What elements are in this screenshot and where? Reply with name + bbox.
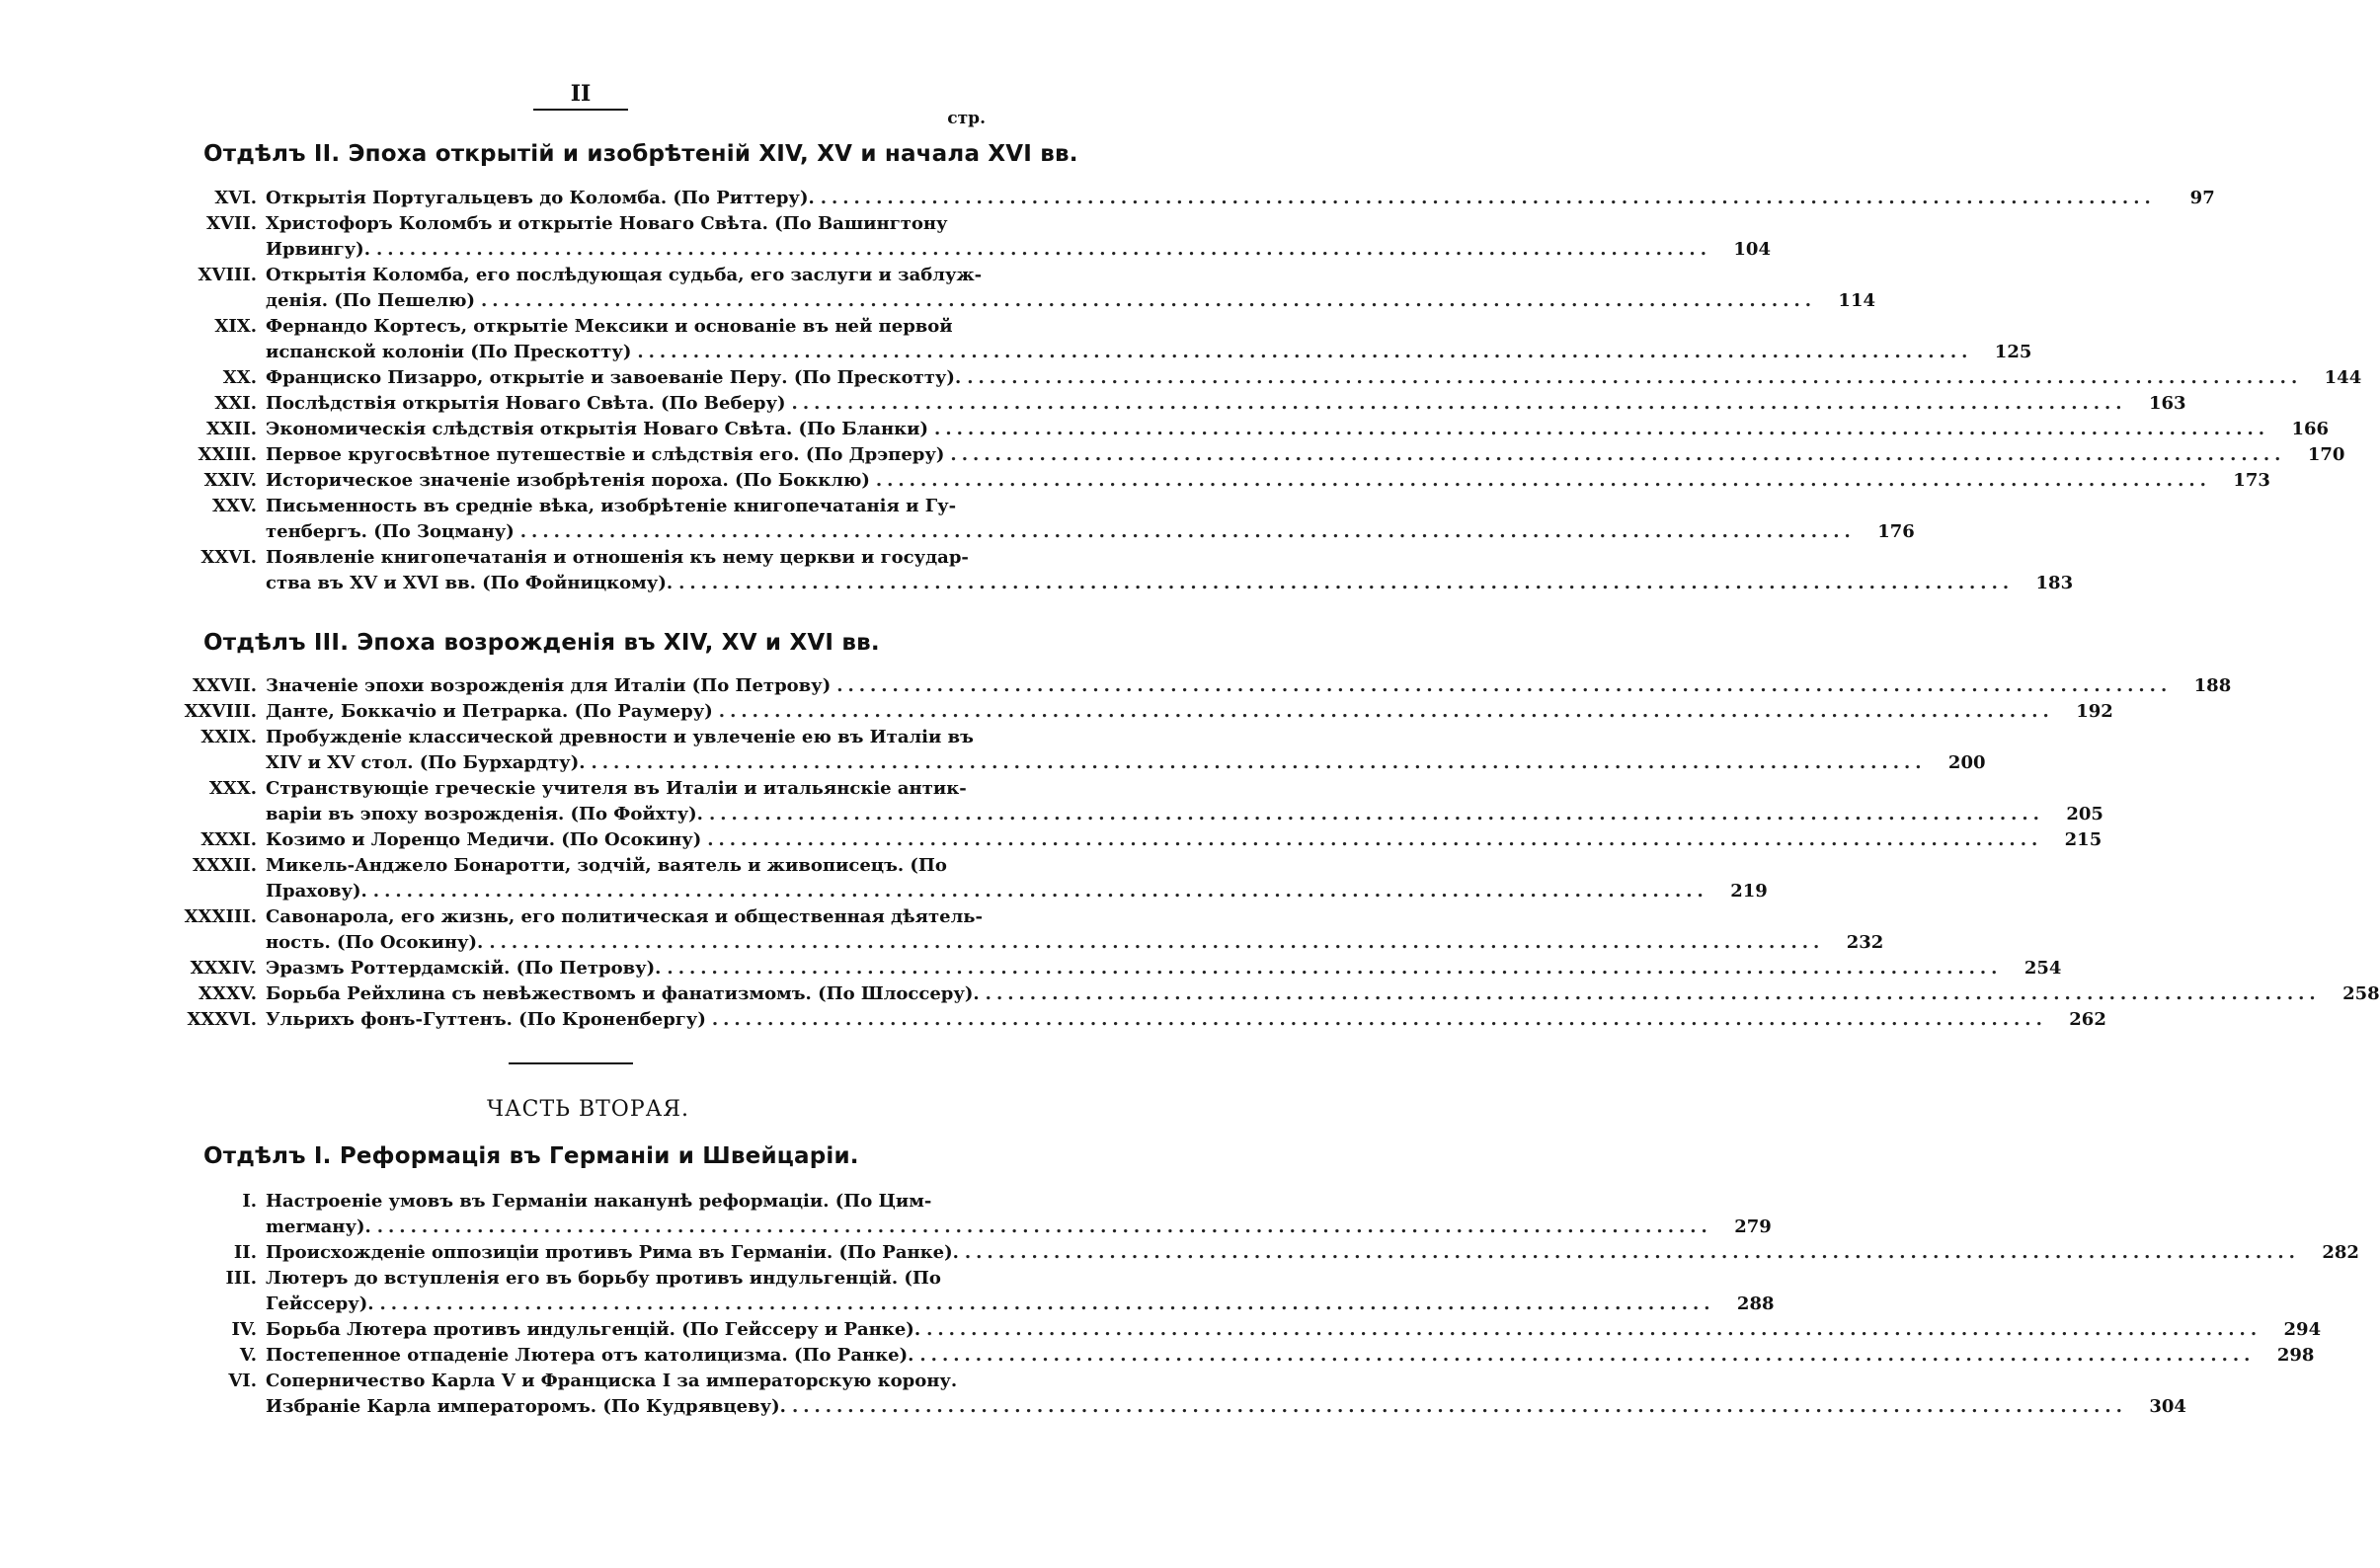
page-reference: 144 — [2324, 367, 2362, 388]
toc-entry — [158, 314, 2032, 365]
section-title: Отдѣлъ II. Эпоха открытій и изобрѣтеній XIV, XV и начала XVI вв. — [203, 141, 1078, 167]
dot-leader: ........................................................................................................................ — [379, 1294, 1715, 1314]
chapter-title: Значеніе эпохи возрожденія для Италіи (По Петрову) — [266, 675, 832, 696]
chapter-number: XXVI. — [200, 547, 257, 568]
chapter-title: Прахову). — [266, 881, 367, 902]
dot-leader: ........................................................................................................................ — [967, 367, 2303, 388]
chapter-number: II. — [233, 1242, 257, 1263]
page-reference: 183 — [2035, 573, 2074, 593]
dot-leader: ........................................................................................................................ — [791, 393, 2127, 414]
chapter-title: Появленіе книгопечатанія и отношенія къ нему церкви и государ- — [266, 547, 969, 568]
chapter-title: испанской колоніи (По Прескотту) — [266, 342, 632, 362]
chapter-number: XXXVI. — [187, 1009, 257, 1030]
toc-entry-line — [158, 391, 2186, 417]
chapter-title: Открытія Коломба, его послѣдующая судьба, его заслуги и заблуж- — [266, 265, 983, 285]
toc-entry-line — [158, 1189, 986, 1215]
toc-entry-line — [158, 494, 986, 519]
page-reference — [974, 725, 1033, 750]
page-reference: 282 — [2322, 1242, 2359, 1263]
chapter-title: Историческое значеніе изобрѣтенія пороха. (По Бокклю) — [266, 470, 870, 491]
toc-entry-line — [158, 417, 2330, 442]
chapter-number: III. — [225, 1268, 257, 1289]
chapter-number: VI. — [228, 1371, 257, 1391]
toc-entry-line — [158, 956, 2062, 981]
dot-leader: ........................................................................................................................ — [820, 188, 2156, 208]
toc-entry — [158, 827, 2102, 853]
chapter-title: Избраніе Карла императоромъ. (По Кудрявцеву). — [266, 1396, 786, 1417]
page-reference: 304 — [2149, 1396, 2186, 1417]
page-reference: 200 — [1947, 752, 1986, 773]
toc-entry-line — [158, 263, 986, 288]
toc-entry — [158, 1343, 2315, 1369]
chapter-title: Козимо и Лоренцо Медичи. (По Осокину) — [266, 829, 702, 850]
dot-leader: ........................................................................................................................ — [707, 829, 2043, 850]
dot-leader: ........................................................................................................................ — [964, 1242, 2300, 1263]
chapter-number: XXI. — [214, 393, 257, 414]
toc-entry-line — [158, 288, 1875, 314]
toc-entry-line — [158, 802, 2103, 827]
toc-entry-line — [158, 776, 986, 802]
chapter-number: IV. — [231, 1319, 257, 1340]
chapter-title: Христофоръ Коломбъ и открытіе Новаго Свѣта. (По Вашингтону — [266, 213, 948, 234]
page-reference — [931, 1189, 991, 1215]
page-reference: 258 — [2342, 983, 2380, 1004]
chapter-title: Письменность въ средніе вѣка, изобрѣтеніе книгопечатанія и Гу- — [266, 496, 957, 516]
dot-leader: ........................................................................................................................ — [950, 444, 2286, 465]
page-reference: 294 — [2283, 1319, 2322, 1340]
page-column-label: стр. — [947, 109, 986, 128]
toc-entry — [158, 545, 2074, 596]
dot-leader: ........................................................................................................................ — [519, 521, 1856, 542]
page-reference: 205 — [2066, 804, 2103, 824]
chapter-title: Ульрихъ фонъ-Гуттенъ. (По Кроненбергу) — [266, 1009, 706, 1030]
chapter-title: Настроеніе умовъ въ Германіи наканунѣ реформаціи. (По Цим- — [266, 1191, 932, 1212]
dot-leader: ........................................................................................................................ — [678, 573, 2015, 593]
toc-entry-line — [158, 314, 986, 340]
toc-entry-line — [158, 827, 2102, 853]
chapter-title: Открытія Португальцевъ до Коломба. (По Риттеру). — [266, 188, 815, 208]
page-reference: 104 — [1733, 239, 1771, 260]
page-reference — [941, 1266, 1000, 1292]
page-reference — [956, 494, 1015, 519]
chapter-title: Постепенное отпаденіе Лютера отъ католицизма. (По Ранке). — [266, 1345, 914, 1366]
chapter-number: XXVII. — [192, 675, 257, 696]
page-reference: 288 — [1736, 1294, 1775, 1314]
toc-entry — [158, 1007, 2106, 1033]
toc-entry — [158, 417, 2330, 442]
page-reference — [967, 776, 1026, 802]
toc-entry — [158, 1369, 2186, 1420]
toc-entry-line — [158, 442, 2345, 468]
dot-leader: ........................................................................................................................ — [718, 701, 2054, 722]
dot-leader: ........................................................................................................................ — [711, 1009, 2047, 1030]
dot-leader: ........................................................................................................................ — [708, 804, 2044, 824]
page-reference: 298 — [2276, 1345, 2315, 1366]
chapter-number: XXXIII. — [184, 906, 257, 927]
toc-entry — [158, 211, 1771, 263]
dot-leader: ........................................................................................................................ — [481, 290, 1816, 311]
toc-entry-line — [158, 879, 1768, 904]
toc-entry-line — [158, 1394, 2186, 1420]
toc-entry-line — [158, 1292, 1775, 1317]
toc-entry-line — [158, 519, 1915, 545]
toc-entry-line — [158, 1266, 986, 1292]
page-reference: 166 — [2291, 419, 2330, 439]
chapter-number: XXXI. — [200, 829, 257, 850]
dot-leader: ........................................................................................................................ — [667, 958, 2003, 979]
page-reference: 262 — [2069, 1009, 2106, 1030]
toc-entry-line — [158, 1317, 2322, 1343]
toc-entry-line — [158, 468, 2270, 494]
dot-leader: ........................................................................................................................ — [376, 1216, 1712, 1237]
toc-entry-line — [158, 930, 1884, 956]
chapter-title: денія. (По Пешелю) — [266, 290, 475, 311]
toc-entry — [158, 673, 2232, 699]
separator-rule — [509, 1062, 633, 1064]
toc-entry-line — [158, 981, 2380, 1007]
chapter-title: Экономическія слѣдствія открытія Новаго Свѣта. (По Бланки) — [266, 419, 929, 439]
chapter-title: Послѣдствія открытія Новаго Свѣта. (По Веберу) — [266, 393, 786, 414]
chapter-number: XVI. — [214, 188, 257, 208]
section-title: Отдѣлъ III. Эпоха возрожденія въ XIV, XV и XVI вв. — [203, 630, 880, 656]
toc-entry-line — [158, 1215, 1772, 1240]
chapter-title: XIV и XV стол. (По Бурхардту). — [266, 752, 586, 773]
chapter-title: Борьба Лютера противъ индульгенцій. (По Гейссеру и Ранке). — [266, 1319, 921, 1340]
toc-entry — [158, 391, 2186, 417]
chapter-number: V. — [239, 1345, 257, 1366]
chapter-number: I. — [242, 1191, 257, 1212]
chapter-number: XXXV. — [198, 983, 257, 1004]
part-title: ЧАСТЬ ВТОРАЯ. — [486, 1097, 690, 1122]
chapter-number: XXIV. — [203, 470, 257, 491]
toc-list — [158, 186, 2362, 596]
toc-entry — [158, 263, 1875, 314]
dot-leader: ........................................................................................................................ — [985, 983, 2321, 1004]
toc-entry-line — [158, 365, 2362, 391]
toc-entry — [158, 853, 1768, 904]
page-reference: 215 — [2064, 829, 2102, 850]
toc-entry-line — [158, 699, 2113, 725]
toc-entry — [158, 981, 2380, 1007]
toc-entry-line — [158, 1343, 2315, 1369]
page-reference: 176 — [1877, 521, 1915, 542]
page-reference — [947, 853, 1006, 879]
page-reference — [953, 314, 1012, 340]
chapter-title: Пробужденіе классической древности и увлеченіе ею въ Италіи въ — [266, 727, 974, 747]
chapter-title: Соперничество Карла V и Франциска I за императорскую корону. — [266, 1371, 958, 1391]
toc-entry — [158, 725, 1986, 776]
toc-entry — [158, 904, 1884, 956]
page-reference: 170 — [2307, 444, 2345, 465]
chapter-number: XXV. — [211, 496, 257, 516]
chapter-number: XXIII. — [198, 444, 257, 465]
toc-entry — [158, 1189, 1772, 1240]
page-reference: 279 — [1734, 1216, 1772, 1237]
toc-entry — [158, 468, 2270, 494]
chapter-number: XXII. — [205, 419, 257, 439]
chapter-title: Савонарола, его жизнь, его политическая и общественная дѣятель- — [266, 906, 983, 927]
chapter-number: XXXIV. — [190, 958, 257, 979]
toc-list — [158, 673, 2380, 1033]
toc-entry-line — [158, 340, 2032, 365]
toc-entry — [158, 494, 1915, 545]
chapter-number: XIX. — [214, 316, 257, 337]
toc-entry — [158, 1240, 2359, 1266]
page-reference — [948, 211, 1007, 237]
dot-leader: ........................................................................................................................ — [375, 239, 1711, 260]
chapter-title: Лютеръ до вступленія его въ борьбу противъ индульгенцій. (По — [266, 1268, 941, 1289]
toc-entry — [158, 699, 2113, 725]
dot-leader: ........................................................................................................................ — [919, 1345, 2256, 1366]
chapter-title: Ирвингу). — [266, 239, 370, 260]
chapter-number: XXIX. — [200, 727, 257, 747]
page-reference — [957, 1369, 1016, 1394]
chapter-title: merману). — [266, 1216, 371, 1237]
toc-entry — [158, 1317, 2322, 1343]
dot-leader: ........................................................................................................................ — [934, 419, 2270, 439]
chapter-number: XXXII. — [192, 855, 257, 876]
toc-entry-line — [158, 673, 2232, 699]
page-reference — [983, 904, 1042, 930]
toc-entry-line — [158, 1007, 2106, 1033]
toc-entry-line — [158, 571, 2074, 596]
page-number: II — [533, 81, 628, 111]
page-reference: 254 — [2023, 958, 2062, 979]
chapter-title: Фернандо Кортесъ, открытіе Мексики и основаніе въ ней первой — [266, 316, 953, 337]
toc-entry — [158, 365, 2362, 391]
chapter-number: XXX. — [208, 778, 257, 799]
page-reference: 232 — [1846, 932, 1884, 953]
chapter-title: Странствующіе греческіе учителя въ Италіи и итальянскіе антик- — [266, 778, 967, 799]
toc-entry-line — [158, 1369, 986, 1394]
toc-list — [158, 1189, 2359, 1420]
dot-leader: ........................................................................................................................ — [637, 342, 1973, 362]
toc-entry-line — [158, 853, 986, 879]
page-reference: 97 — [2189, 188, 2215, 208]
toc-entry-line — [158, 1240, 2359, 1266]
dot-leader: ........................................................................................................................ — [591, 752, 1927, 773]
toc-entry — [158, 776, 2103, 827]
chapter-title: варіи въ эпоху возрожденія. (По Фойхту). — [266, 804, 703, 824]
chapter-title: Франциско Пизарро, открытіе и завоеваніе Перу. (По Прескотту). — [266, 367, 962, 388]
chapter-title: Происхожденіе оппозиціи противъ Рима въ Германіи. (По Ранке). — [266, 1242, 959, 1263]
toc-entry — [158, 442, 2345, 468]
page-reference — [969, 545, 1028, 571]
toc-entry-line — [158, 237, 1771, 263]
chapter-title: Данте, Боккачіо и Петрарка. (По Раумеру) — [266, 701, 713, 722]
page-reference: 192 — [2076, 701, 2113, 722]
chapter-title: Гейссеру). — [266, 1294, 374, 1314]
chapter-number: XXVIII. — [184, 701, 257, 722]
page-reference — [982, 263, 1041, 288]
page-reference: 173 — [2233, 470, 2270, 491]
chapter-title: Борьба Рейхлина съ невѣжествомъ и фанатизмомъ. (По Шлоссеру). — [266, 983, 980, 1004]
toc-entry-line — [158, 750, 1986, 776]
page-reference: 163 — [2148, 393, 2186, 414]
page-reference: 188 — [2193, 675, 2232, 696]
toc-entry-line — [158, 725, 986, 750]
toc-entry-line — [158, 186, 2215, 211]
chapter-title: Первое кругосвѣтное путешествіе и слѣдствія его. (По Дрэперу) — [266, 444, 945, 465]
toc-entry-line — [158, 211, 986, 237]
page-reference: 219 — [1730, 881, 1768, 902]
dot-leader: ........................................................................................................................ — [836, 675, 2173, 696]
chapter-number: XVII. — [205, 213, 257, 234]
toc-entry — [158, 186, 2215, 211]
toc-entry — [158, 956, 2062, 981]
page-reference: 125 — [1994, 342, 2032, 362]
toc-entry-line — [158, 904, 986, 930]
chapter-title: тенбергъ. (По Зоцману) — [266, 521, 515, 542]
dot-leader: ........................................................................................................................ — [372, 881, 1708, 902]
chapter-title: Микель-Анджело Бонаротти, зодчій, ваятель и живописецъ. (По — [266, 855, 947, 876]
page-reference: 114 — [1838, 290, 1875, 311]
chapter-number: XX. — [222, 367, 257, 388]
toc-entry — [158, 1266, 1775, 1317]
dot-leader: ........................................................................................................................ — [489, 932, 1825, 953]
chapter-title: ства въ XV и XVI вв. (По Фойницкому). — [266, 573, 674, 593]
dot-leader: ........................................................................................................................ — [791, 1396, 2127, 1417]
chapter-title: ность. (По Осокину). — [266, 932, 484, 953]
dot-leader: ........................................................................................................................ — [875, 470, 2211, 491]
chapter-number: XVIII. — [198, 265, 257, 285]
chapter-title: Эразмъ Роттердамскій. (По Петрову). — [266, 958, 662, 979]
toc-entry-line — [158, 545, 986, 571]
section-title: Отдѣлъ I. Реформація въ Германіи и Швейцаріи. — [203, 1143, 859, 1169]
dot-leader: ........................................................................................................................ — [926, 1319, 2262, 1340]
